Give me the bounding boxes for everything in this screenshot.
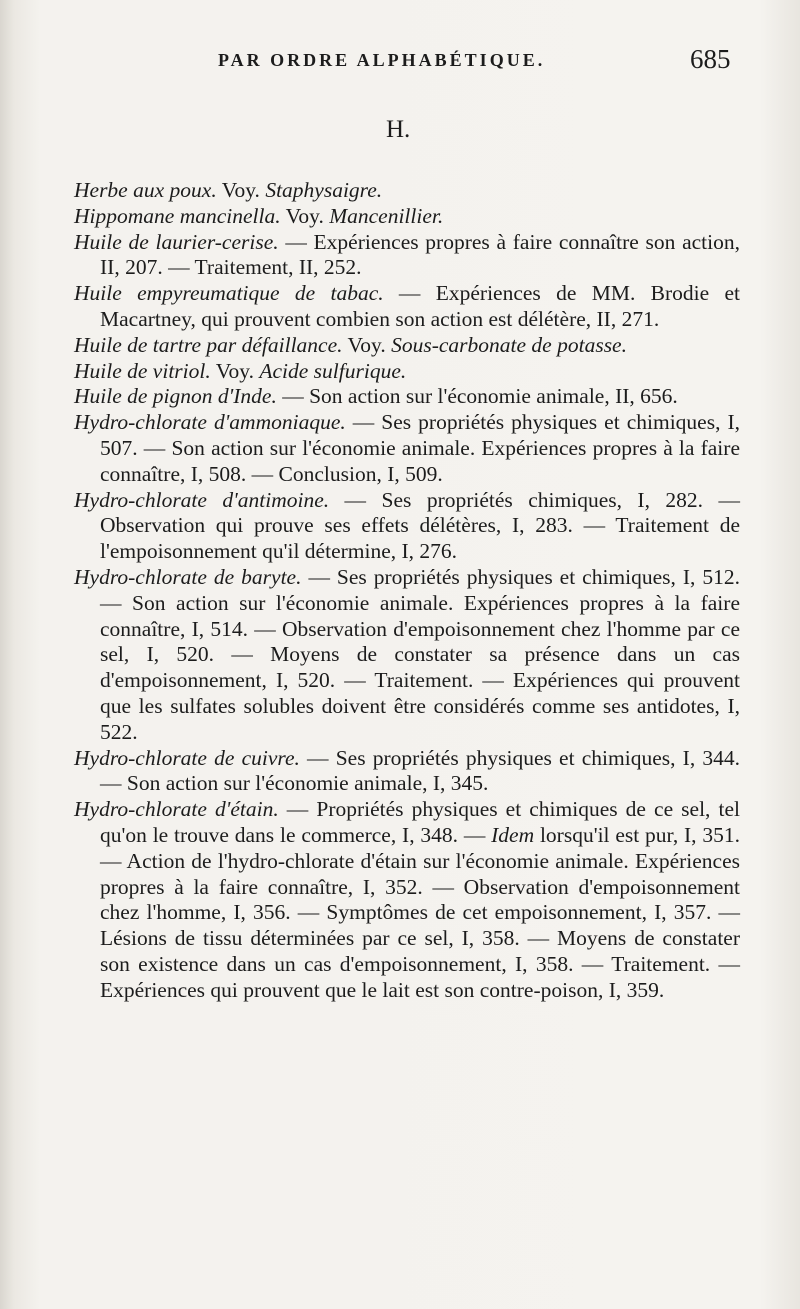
index-entry xyxy=(74,204,740,230)
index-entry xyxy=(74,384,740,410)
entry-text: — Ses propriétés physiques et chimiques, I, 344. — Son action sur l'économie animale, I, 345. xyxy=(100,745,740,796)
entry-text: — Ses propriétés physiques et chimiques, I, 507. — Son action sur l'économie animale. Expériences propres à la faire connaître, I, 508. — Conclusion, I, 509. xyxy=(100,410,740,486)
entry-text: Voy. xyxy=(216,178,266,202)
running-header xyxy=(0,44,800,80)
entry-cross-reference: Idem xyxy=(491,822,535,847)
entry-text: Voy. xyxy=(210,358,260,383)
index-entry xyxy=(74,178,740,204)
index-entry xyxy=(74,488,740,565)
index-entry xyxy=(74,281,740,333)
entry-cross-reference: Mancenillier. xyxy=(329,203,444,228)
entry-heading: Herbe aux poux. xyxy=(74,178,217,202)
entry-heading: Hydro-chlorate d'ammoniaque. xyxy=(74,410,346,435)
entry-cross-reference: Staphysaigre. xyxy=(265,178,383,202)
entry-heading: Huile de vitriol. xyxy=(74,358,211,383)
index-entry xyxy=(74,230,740,282)
entry-text: — Propriétés physiques et chimiques de ce sel, tel qu'on le trouve dans le commerce, I, 348. — xyxy=(100,797,740,847)
entry-heading: Huile empyreumatique de tabac. xyxy=(74,281,384,306)
entry-tail: lorsqu'il est pur, I, 351. — Action de l'hydro-chlorate d'étain sur l'économie animale. Expériences propres à la faire connaître, I, 352. — Observation d'empoisonnement chez l'homme, I, 356. — Symptômes de cet empoisonnement, I, 357. — Lésions de tissu déterminées par ce sel, I, 358. — Moyens de constater son existence dans un cas d'empoisonnement, I, 358. — Traitement. — Expériences qui prouvent que le lait est son contre-poison, I, 359. xyxy=(100,822,740,1002)
entry-text: — Son action sur l'économie animale, II, 656. xyxy=(276,384,678,409)
entry-text: — Expériences propres à faire connaître son action, II, 207. — Traitement, II, 252. xyxy=(100,229,740,280)
entry-heading: Huile de tartre par défaillance. xyxy=(74,332,343,357)
entry-heading: Hydro-chlorate de cuivre. xyxy=(74,745,300,770)
entry-cross-reference: Acide sulfurique. xyxy=(259,358,407,383)
entry-text: — Ses propriétés chimiques, I, 282. — Observation qui prouve ses effets délétères, I, 283. — Traitement de l'empoisonnement qu'il détermine, I, 276. xyxy=(100,487,740,564)
page-number: 685 xyxy=(690,44,731,74)
entry-heading: Huile de pignon d'Inde. xyxy=(74,384,277,409)
entry-cross-reference: Sous-carbonate de potasse. xyxy=(391,332,627,357)
index-entry xyxy=(74,565,740,746)
index-entry xyxy=(74,410,740,487)
section-letter: H. xyxy=(386,116,411,143)
index-entries xyxy=(74,178,740,1004)
entry-text: Voy. xyxy=(280,203,330,228)
entry-heading: Hippomane mancinella. xyxy=(74,203,281,228)
index-entry xyxy=(74,333,740,359)
entry-heading: Hydro-chlorate d'étain. xyxy=(74,797,279,822)
entry-text: Voy. xyxy=(342,332,392,357)
index-entry xyxy=(74,359,740,385)
index-entry xyxy=(74,797,740,1003)
entry-text: — Expériences de MM. Brodie et Macartney, qui prouvent combien son action est délétère, II, 271. xyxy=(100,281,740,331)
entry-heading: Hydro-chlorate d'antimoine. xyxy=(74,487,330,512)
entry-heading: Hydro-chlorate de baryte. xyxy=(74,564,302,589)
entry-heading: Huile de laurier-cerise. xyxy=(74,229,279,254)
entry-text: — Ses propriétés physiques et chimiques, I, 512. — Son action sur l'économie animale. Expériences propres à la faire connaître, I, 514. — Observation d'empoisonnement chez l'homme par ce sel, I, 520. — Moyens de constater sa présence dans un cas d'empoisonnement, I, 520. — Traitement. — Expériences qui prouvent que les sulfates solubles doivent être considérés comme ses antidotes, I, 522. xyxy=(100,564,740,744)
running-title: PAR ORDRE ALPHABÉTIQUE. xyxy=(218,50,546,70)
index-entry xyxy=(74,746,740,798)
